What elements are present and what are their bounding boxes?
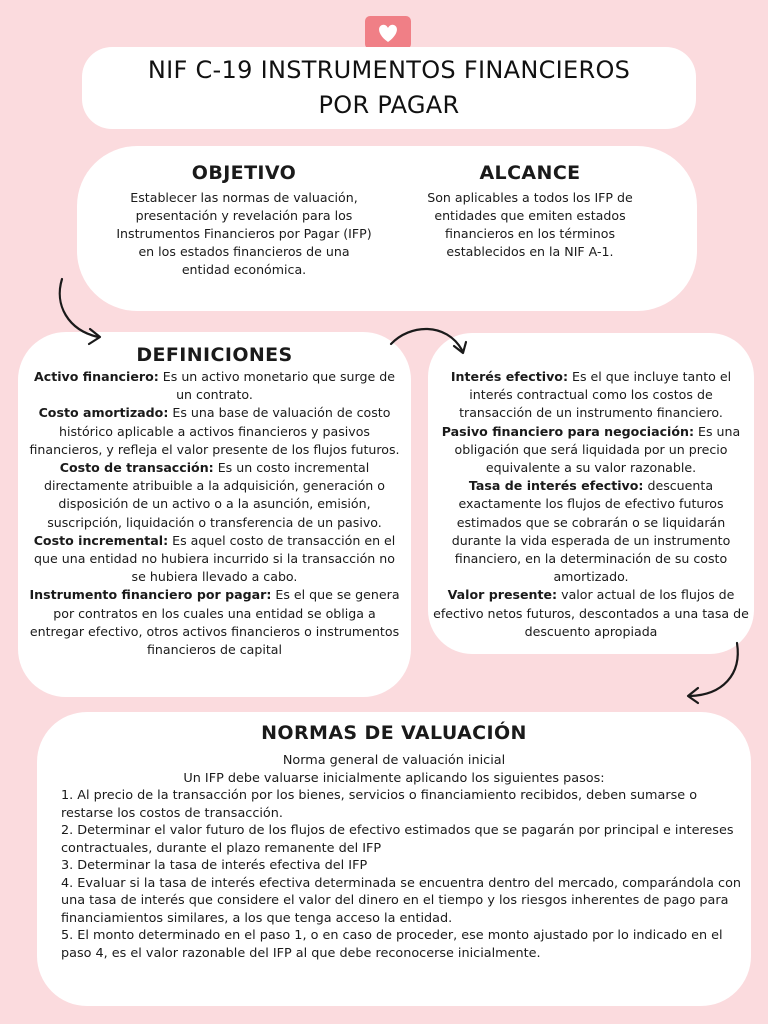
alcance-heading: ALCANCE	[479, 162, 581, 184]
definition-term: Instrumento financiero por pagar:	[29, 587, 272, 603]
definition-item	[432, 368, 750, 423]
objetivo-text: Establecer las normas de valuación, presentación y revelación para los Instrumentos Financieros por Pagar (IFP) en los estados financieros de una entidad económica.	[116, 190, 372, 277]
definition-text: Es aquel costo de transacción en el que una entidad no hubiera incurrido si la transacción no se hubiera llevado a cabo.	[34, 532, 396, 585]
definition-item	[26, 586, 403, 659]
definition-text: valor actual de los flujos de efectivo netos futuros, descontados a una tasa de descuento apropiada	[433, 587, 749, 639]
definition-term: Costo de transacción:	[59, 460, 214, 476]
normas-step: 5. El monto determinado en el paso 1, o en caso de proceder, ese monto ajustado por lo indicado en el paso 4, es el valor razonable del IFP al que debe reconocerse inicialmente.	[61, 928, 723, 961]
definition-text: Es una obligación que será liquidada por un precio equivalente a su valor razonable.	[454, 423, 741, 476]
curved-arrow-icon	[682, 640, 746, 704]
definiciones-card-left	[18, 332, 411, 697]
normas-card	[37, 712, 751, 1006]
normas-steps	[37, 787, 751, 962]
definition-term: Interés efectivo:	[450, 369, 568, 384]
objetivo-heading: OBJETIVO	[191, 162, 297, 184]
definition-text: Es el que incluye tanto el interés contractual como los costos de transacción de un instrumento financiero.	[459, 369, 732, 421]
definition-item	[432, 477, 750, 586]
definitions-list-right	[428, 333, 754, 641]
normas-heading: NORMAS DE VALUACIÓN	[261, 722, 527, 744]
title-line-2: POR PAGAR	[318, 91, 460, 119]
definition-text: Es un costo incremental directamente atribuible a la adquisición, generación o disposición de un activo o a la asunción, emisión, suscripción, liquidación o transferencia de un pasivo.	[44, 460, 385, 530]
definition-text: Es el que se genera por contratos en los cuales una entidad se obliga a entregar efectivo, otros activos financieros o instrumentos financieros de capital	[29, 587, 400, 658]
definition-text: descuenta exactamente los flujos de efectivo futuros estimados que se cobrarán o se liquidarán durante la vida esperada de un instrumento financiero, en la determinación de su costo amortizado.	[451, 478, 731, 585]
definition-text: Es una base de valuación de costo histórico aplicable a activos financieros y pasivos financieros, y refleja el valor presente de los flujos futuros.	[29, 405, 400, 457]
definition-term: Pasivo financiero para negociación:	[441, 423, 695, 439]
objetivo-alcance-card	[77, 146, 697, 311]
page-title	[148, 53, 630, 123]
normas-subtitle: Norma general de valuación inicial	[282, 753, 506, 768]
definition-item	[26, 404, 403, 459]
normas-step: 4. Evaluar si la tasa de interés efectiva determinada se encuentra dentro del mercado, comparándola con una tasa de interés que considere el valor del dinero en el tiempo y los riesgos inherentes de pago para financiamientos similares, a los que tenga acceso la entidad.	[61, 875, 742, 926]
alcance-section	[410, 146, 650, 261]
definition-term: Activo financiero:	[34, 369, 159, 384]
normas-intro: Un IFP debe valuarse inicialmente aplicando los siguientes pasos:	[183, 770, 605, 786]
definition-term: Costo amortizado:	[38, 405, 169, 421]
normas-step: 2. Determinar el valor futuro de los flujos de efectivo estimados que se pagarán por principal e intereses contractuales, durante el plazo remanente del IFP	[61, 823, 734, 856]
definition-item	[26, 532, 403, 587]
definitions-list-left	[18, 368, 411, 659]
curved-arrow-icon	[388, 322, 472, 362]
definiciones-heading: DEFINICIONES	[136, 344, 293, 366]
definition-item	[432, 586, 750, 641]
definiciones-card-right	[428, 333, 754, 654]
title-line-1: NIF C-19 INSTRUMENTOS FINANCIEROS	[147, 56, 631, 84]
objetivo-section	[113, 146, 375, 279]
normas-step: 3. Determinar la tasa de interés efectiva del IFP	[61, 858, 368, 873]
definition-item	[432, 423, 750, 478]
definition-term: Valor presente:	[447, 587, 558, 603]
curved-arrow-icon	[50, 275, 110, 345]
definition-item	[26, 459, 403, 532]
definition-item	[26, 368, 403, 404]
definition-text: Es un activo monetario que surge de un contrato.	[158, 369, 395, 403]
normas-step: 1. Al precio de la transacción por los bienes, servicios o financiamiento recibidos, deben sumarse o restarse los costos de transacción.	[61, 788, 698, 821]
definition-term: Costo incremental:	[33, 532, 169, 548]
alcance-text: Son aplicables a todos los IFP de entidades que emiten estados financieros en los términos establecidos en la NIF A-1.	[427, 190, 633, 259]
definition-term: Tasa de interés efectivo:	[468, 478, 644, 494]
title-card	[82, 47, 696, 129]
